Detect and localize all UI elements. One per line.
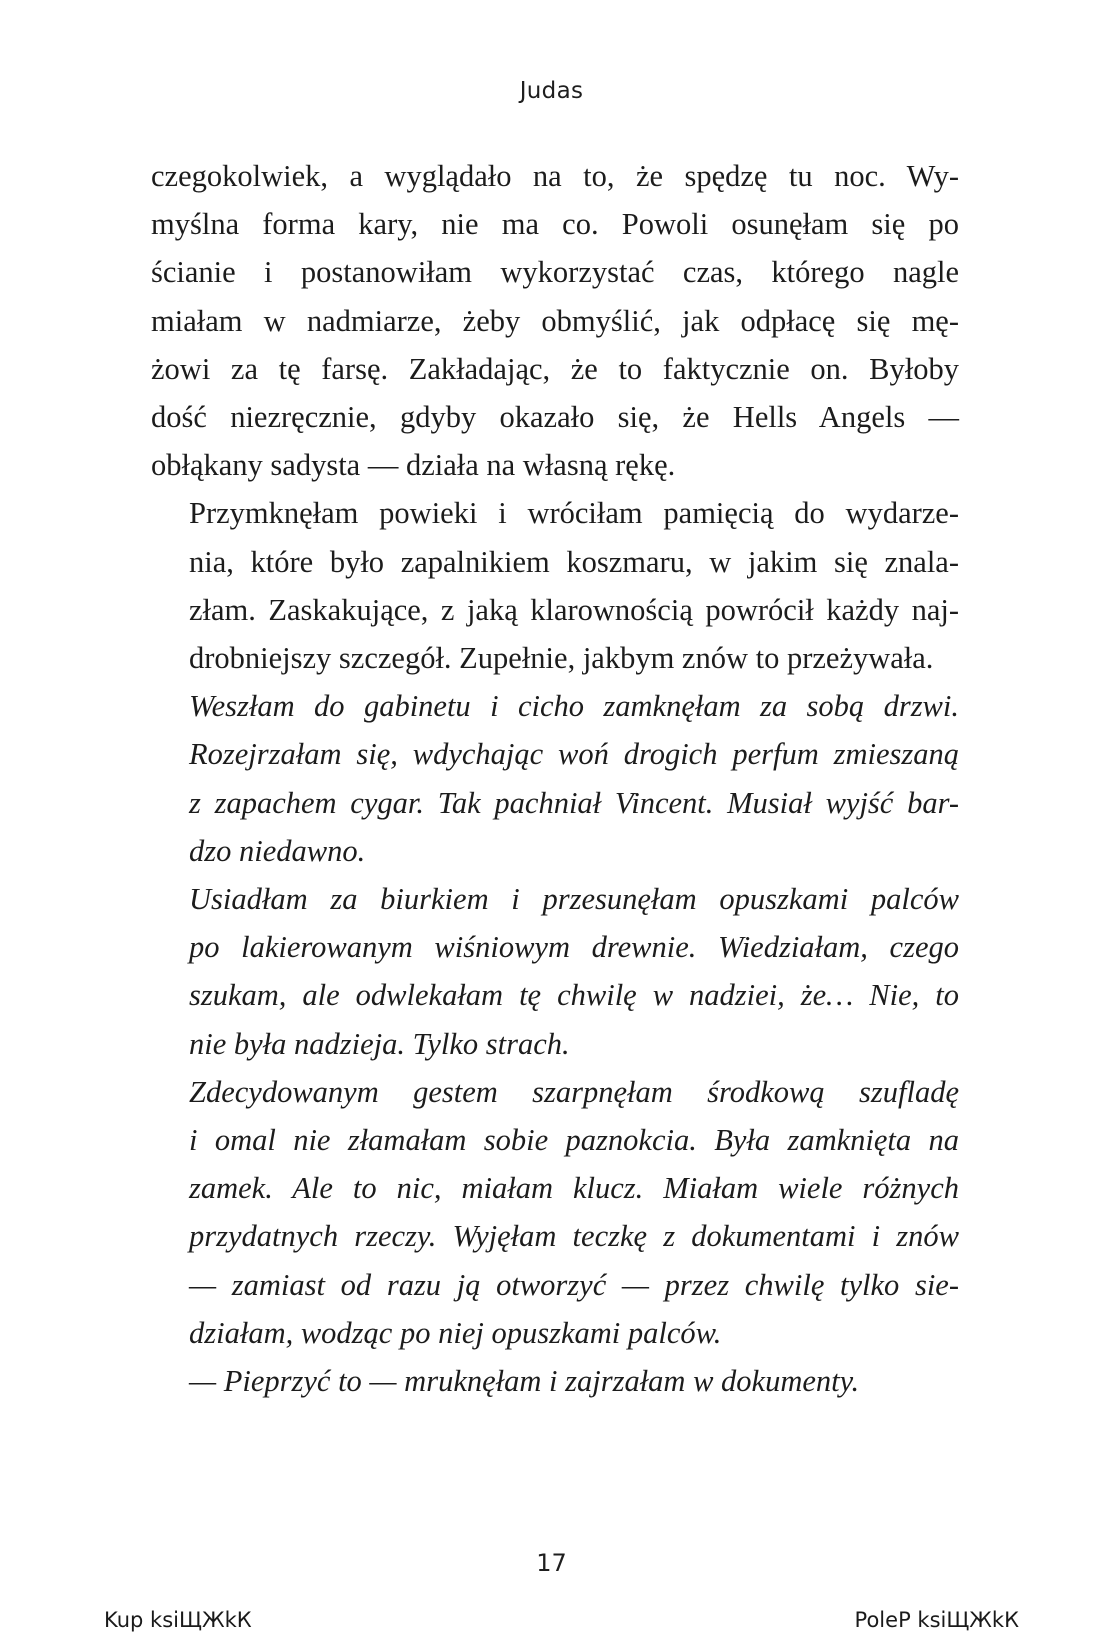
- text-line: — Pieprzyć to — mruknęłam i zajrzałam w dokumenty.: [189, 1364, 860, 1399]
- running-header: Judas: [519, 78, 584, 104]
- text-line: zamek. Ale to nic, miałam klucz. Miałam wiele różnych: [189, 1171, 959, 1206]
- text-line: z zapachem cygar. Tak pachniał Vincent. Musiał wyjść bar-: [189, 785, 959, 820]
- text-line: Przymknęłam powieki i wróciłam pamięcią do wydarze-: [189, 496, 959, 531]
- text-line: nia, które było zapalnikiem koszmaru, w jakim się znala-: [189, 544, 959, 579]
- text-line: szukam, ale odwlekałam tę chwilę w nadziei, że… Nie, to: [189, 978, 959, 1013]
- text-line: myślna forma kary, nie ma co. Powoli osunęłam się po: [151, 207, 959, 242]
- text-line: Rozejrzałam się, wdychając woń drogich perfum zmieszaną: [189, 737, 959, 772]
- text-line: żowi za tę farsę. Zakładając, że to faktycznie on. Byłoby: [151, 351, 959, 386]
- text-line: i omal nie złamałam sobie paznokcia. Była zamknięta na: [189, 1123, 959, 1158]
- text-line: nie była nadzieja. Tylko strach.: [189, 1026, 570, 1061]
- text-line: — zamiast od razu ją otworzyć — przez chwilę tylko sie-: [189, 1267, 959, 1302]
- text-line: ścianie i postanowiłam wykorzystać czas, którego nagle: [151, 255, 959, 290]
- paragraph: [151, 1068, 959, 1357]
- text-line: Usiadłam za biurkiem i przesunęłam opuszkami palców: [189, 882, 959, 917]
- recommend-book-link[interactable]: PoleР ksiЩЖkК: [854, 1608, 1019, 1632]
- paragraph: [151, 1357, 959, 1405]
- paragraph: [151, 875, 959, 1068]
- text-line: czegokolwiek, a wyglądało na to, że spędzę tu noc. Wy-: [151, 159, 959, 193]
- paragraph: [151, 489, 959, 682]
- page-number: 17: [536, 1549, 567, 1577]
- text-line: dzo niedawno.: [189, 833, 366, 868]
- text-line: dość niezręcznie, gdyby okazało się, że Hells Angels —: [151, 400, 959, 435]
- text-line: po lakierowanym wiśniowym drewnie. Wiedziałam, czego: [189, 930, 959, 965]
- paragraph: [151, 152, 959, 489]
- text-line: złam. Zaskakujące, z jaką klarownością powrócił każdy naj-: [189, 592, 959, 627]
- body-text: [151, 152, 959, 1405]
- text-line: drobniejszy szczegół. Zupełnie, jakbym znów to przeżywała.: [189, 641, 934, 676]
- text-line: przydatnych rzeczy. Wyjęłam teczkę z dokumentami i znów: [189, 1219, 959, 1254]
- text-line: Zdecydowanym gestem szarpnęłam środkową szufladę: [189, 1074, 959, 1109]
- text-line: Weszłam do gabinetu i cicho zamknęłam za sobą drzwi.: [189, 689, 959, 724]
- paragraph: [151, 682, 959, 875]
- buy-book-link[interactable]: Kup ksiЩЖkК: [104, 1608, 252, 1632]
- text-line: miałam w nadmiarze, żeby obmyślić, jak odpłacę się mę-: [151, 303, 959, 338]
- text-line: działam, wodząc po niej opuszkami palców.: [189, 1315, 722, 1350]
- text-line: obłąkany sadysta — działa na własną rękę.: [151, 448, 676, 483]
